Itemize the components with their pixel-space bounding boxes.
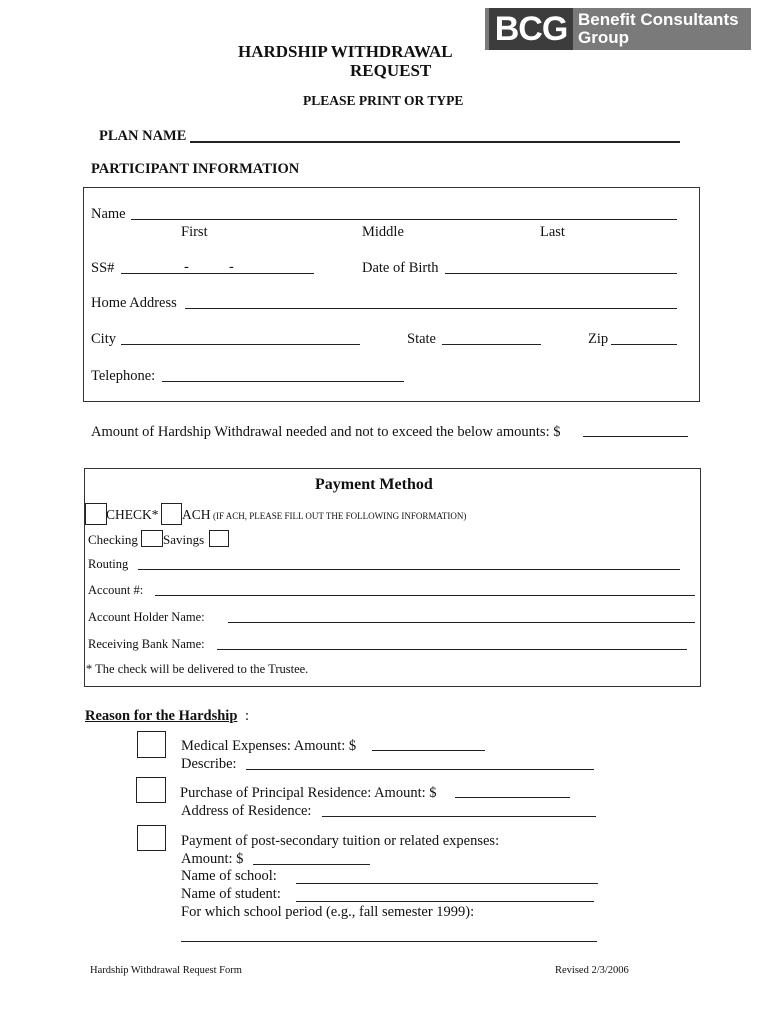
receiving-bank-label: Receiving Bank Name: <box>88 637 205 651</box>
tuition-amount-field[interactable] <box>253 864 370 865</box>
trustee-footnote: * The check will be delivered to the Trustee. <box>86 662 309 676</box>
residence-address-field[interactable] <box>322 816 596 817</box>
name-label: Name <box>91 206 126 222</box>
tuition-checkbox[interactable] <box>137 825 166 851</box>
residence-address-label: Address of Residence: <box>181 803 312 819</box>
payment-method-title: Payment Method <box>315 476 433 493</box>
dob-field[interactable] <box>445 273 677 274</box>
name-field[interactable] <box>131 219 677 220</box>
state-field[interactable] <box>442 344 541 345</box>
telephone-field[interactable] <box>162 381 404 382</box>
account-holder-label: Account Holder Name: <box>88 610 205 624</box>
savings-label: Savings <box>163 532 205 547</box>
savings-checkbox[interactable] <box>209 530 229 547</box>
city-field[interactable] <box>121 344 360 345</box>
check-label: CHECK* <box>106 507 159 522</box>
plan-name-field[interactable] <box>190 141 680 143</box>
check-checkbox[interactable] <box>85 503 107 525</box>
routing-label: Routing <box>88 557 129 571</box>
zip-label: Zip <box>588 331 609 347</box>
last-name-caption: Last <box>540 224 565 240</box>
school-period-field[interactable] <box>181 941 597 942</box>
school-name-label: Name of school: <box>181 868 277 884</box>
form-subtitle: PLEASE PRINT OR TYPE <box>303 93 464 108</box>
residence-amount-field[interactable] <box>455 797 570 798</box>
tuition-description-label: Payment of post-secondary tuition or related expenses: <box>181 833 500 849</box>
principal-residence-checkbox[interactable] <box>136 777 166 803</box>
footer-form-name: Hardship Withdrawal Request Form <box>90 965 242 976</box>
logo-mark: BCG <box>489 8 573 50</box>
medical-amount-field[interactable] <box>372 750 485 751</box>
routing-field[interactable] <box>138 569 680 570</box>
home-address-label: Home Address <box>91 295 177 311</box>
first-name-caption: First <box>181 224 208 240</box>
ss-field[interactable] <box>121 273 314 274</box>
ss-dash-2: - <box>229 259 234 275</box>
checking-checkbox[interactable] <box>141 530 163 547</box>
medical-expenses-checkbox[interactable] <box>137 731 166 758</box>
account-holder-field[interactable] <box>228 622 695 623</box>
footer-revised-date: Revised 2/3/2006 <box>555 965 629 976</box>
withdrawal-amount-field[interactable] <box>583 436 688 437</box>
reason-section-title: Reason for the Hardship <box>85 708 238 724</box>
ach-label: ACH <box>182 507 211 522</box>
state-label: State <box>407 331 436 347</box>
medical-describe-field[interactable] <box>246 769 594 770</box>
ach-checkbox[interactable] <box>161 503 182 525</box>
receiving-bank-field[interactable] <box>217 649 687 650</box>
form-title-line1: HARDSHIP WITHDRAWAL <box>238 42 453 61</box>
tuition-amount-label: Amount: $ <box>181 851 244 867</box>
zip-field[interactable] <box>611 344 677 345</box>
reason-title-colon: : <box>245 708 250 724</box>
home-address-field[interactable] <box>185 308 677 309</box>
payment-method-box <box>84 468 701 687</box>
student-name-label: Name of student: <box>181 886 281 902</box>
participant-section-title: PARTICIPANT INFORMATION <box>91 161 300 177</box>
form-title-line2: REQUEST <box>350 61 432 80</box>
ach-note: (IF ACH, PLEASE FILL OUT THE FOLLOWING INFORMATION) <box>213 511 467 521</box>
middle-name-caption: Middle <box>362 224 404 240</box>
account-number-field[interactable] <box>155 595 695 596</box>
city-label: City <box>91 331 116 347</box>
checking-label: Checking <box>88 532 138 547</box>
withdrawal-amount-label: Amount of Hardship Withdrawal needed and not to exceed the below amounts: $ <box>91 424 561 440</box>
logo-name-line1: Benefit Consultants <box>578 10 739 29</box>
plan-name-label: PLAN NAME <box>99 128 187 144</box>
medical-amount-label: Medical Expenses: Amount: $ <box>181 738 357 754</box>
logo-name-line2: Group <box>578 28 629 47</box>
school-name-field[interactable] <box>296 883 598 884</box>
account-number-label: Account #: <box>88 583 144 597</box>
ss-dash-1: - <box>184 259 189 275</box>
medical-describe-label: Describe: <box>181 756 237 772</box>
residence-amount-label: Purchase of Principal Residence: Amount: $ <box>180 785 437 801</box>
telephone-label: Telephone: <box>91 368 156 384</box>
ss-label: SS# <box>91 260 115 276</box>
student-name-field[interactable] <box>296 901 594 902</box>
school-period-label: For which school period (e.g., fall semester 1999): <box>181 904 475 920</box>
dob-label: Date of Birth <box>362 260 439 276</box>
